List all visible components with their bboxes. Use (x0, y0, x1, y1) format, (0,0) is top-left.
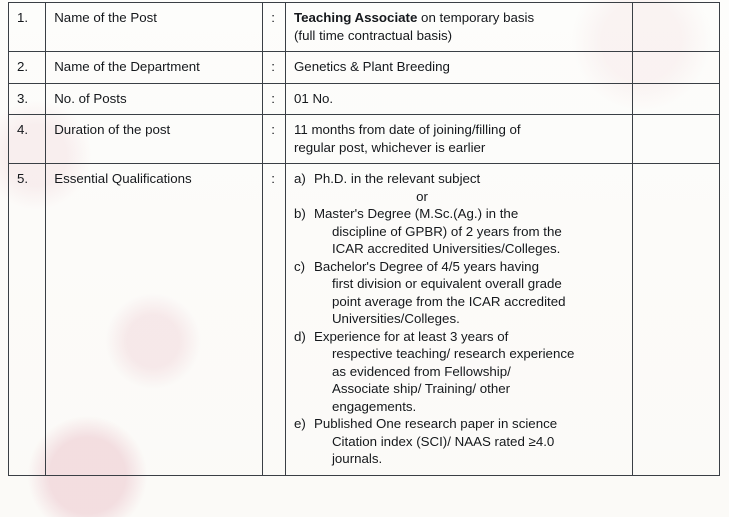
qualification-line: journals. (331, 451, 383, 466)
table-row (9, 164, 720, 476)
post-details-table (8, 2, 720, 476)
row-label-no-of-posts: No. of Posts (46, 83, 263, 115)
row-value-department: Genetics & Plant Breeding (285, 52, 632, 84)
row-label-name-of-post: Name of the Post (46, 3, 263, 52)
row-serial-number: 3. (9, 83, 46, 115)
row-value-name-of-post (285, 3, 632, 52)
table-row (9, 52, 720, 84)
qualification-marker: c) (293, 258, 306, 274)
row-label-department: Name of the Department (46, 52, 263, 84)
row-colon: : (263, 164, 286, 476)
qualification-marker: e) (293, 416, 306, 431)
qualification-line: discipline of GPBR) of 2 years from the (331, 223, 562, 239)
qualification-line: first division or equivalent overall grade (331, 276, 562, 291)
row-serial-number: 2. (9, 52, 46, 84)
row-value-duration (285, 115, 632, 164)
post-name-line (294, 9, 626, 27)
qualification-line: respective teaching/ research experience (331, 346, 575, 361)
row-serial-number: 5. (9, 164, 46, 476)
qualification-or-separator: or (416, 188, 428, 204)
row-extra-cell (633, 3, 720, 52)
qualification-line: Ph.D. in the relevant subject (313, 171, 481, 186)
row-serial-number: 1. (9, 3, 46, 52)
post-name-suffix: on temporary basis (417, 10, 535, 25)
qualification-line: Experience for at least 3 years of (313, 328, 509, 344)
list-item (294, 415, 626, 468)
list-item (294, 188, 626, 206)
qualifications-list (294, 170, 626, 468)
row-label-duration: Duration of the post (46, 115, 263, 164)
post-name-line-2: (full time contractual basis) (293, 27, 453, 43)
qualification-marker: a) (293, 171, 306, 186)
table-row (9, 83, 720, 115)
qualification-line: Bachelor's Degree of 4/5 years having (313, 258, 539, 274)
row-colon: : (263, 52, 286, 84)
qualification-line: Associate ship/ Training/ other (331, 381, 511, 396)
row-extra-cell (633, 115, 720, 164)
post-name-emphasis: Teaching Associate (293, 10, 418, 25)
qualification-line: Published One research paper in science (313, 416, 558, 431)
row-colon: : (263, 3, 286, 52)
row-value-no-of-posts: 01 No. (285, 83, 632, 115)
duration-line-1: 11 months from date of joining/filling of (293, 122, 521, 137)
row-value-essential-qualifications (285, 164, 632, 476)
row-colon: : (263, 115, 286, 164)
qualification-marker: b) (293, 206, 306, 221)
list-item (294, 170, 626, 188)
list-item (294, 328, 626, 416)
row-extra-cell (633, 164, 720, 476)
qualification-line: Master's Degree (M.Sc.(Ag.) in the (313, 206, 519, 221)
duration-line-2: regular post, whichever is earlier (293, 139, 486, 155)
qualification-line: as evidenced from Fellowship/ (331, 363, 511, 379)
qualification-line: Citation index (SCI)/ NAAS rated ≥4.0 (331, 433, 555, 449)
qualification-line: engagements. (331, 398, 417, 414)
table-row (9, 115, 720, 164)
list-item (294, 205, 626, 258)
qualification-line: ICAR accredited Universities/Colleges. (331, 241, 561, 256)
row-extra-cell (633, 83, 720, 115)
row-label-essential-qualifications: Essential Qualifications (46, 164, 263, 476)
qualification-line: point average from the ICAR accredited (331, 293, 566, 309)
row-serial-number: 4. (9, 115, 46, 164)
qualification-line: Universities/Colleges. (331, 311, 460, 326)
row-colon: : (263, 83, 286, 115)
qualification-marker: d) (293, 328, 306, 344)
list-item (294, 258, 626, 328)
row-extra-cell (633, 52, 720, 84)
table-row (9, 3, 720, 52)
